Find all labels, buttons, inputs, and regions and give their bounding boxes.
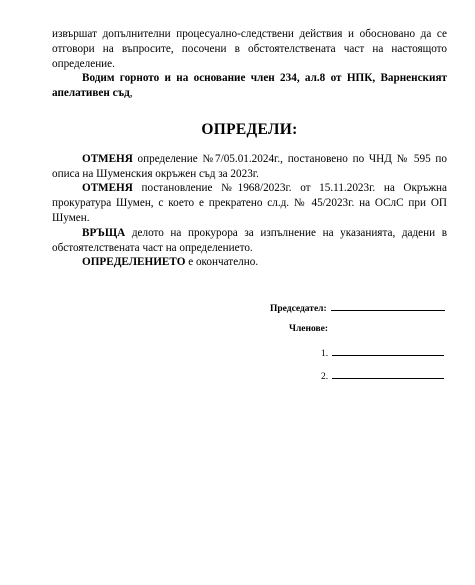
order-keyword: ОПРЕДЕЛЕНИЕТО (82, 256, 186, 269)
member-2-number: 2. (321, 372, 329, 382)
document-page (52, 27, 447, 270)
chair-signature-row (270, 302, 445, 314)
intro-paragraph: извършат допълнителни процесуално-следствени действия и обосновано да се отговори на въпросите, посочени в обстоятелствената част на настоящото определение. (52, 28, 447, 70)
legal-basis-bold: Водим горното и на основание член 234, ал.8 от НПК (82, 72, 373, 85)
members-label: Членове: (289, 324, 329, 334)
chair-label: Председател: (270, 304, 327, 314)
legal-basis-tail: , (129, 87, 133, 100)
order-text: е окончателно. (185, 256, 259, 269)
order-keyword: ОТМЕНЯ (82, 152, 133, 165)
order-text: делото на прокурора за изпълнение на указанията, дадени в обстоятелствената част на определението. (52, 226, 447, 254)
chair-signature-line (331, 302, 445, 311)
members-label-row (289, 324, 328, 334)
member-1-signature-row (321, 347, 444, 359)
order-text: определение №7/05.01.2024г., постановено по ЧНД № 595 по описа на Шуменския окръжен съд за 2023г. (52, 152, 447, 180)
member-2-signature-line (332, 370, 444, 379)
member-1-signature-line (332, 347, 444, 356)
order-paragraph-4 (52, 255, 447, 270)
member-2-signature-row (321, 370, 444, 382)
legal-basis-paragraph (52, 71, 447, 101)
ruling-heading: ОПРЕДЕЛИ: (201, 120, 298, 138)
court-name-bold: , Варненският апелативен съд (52, 72, 447, 100)
order-text: постановление №1968/2023г. от 15.11.2023г. на Окръжна прокуратура Шумен, с което е прекратено сл.д. № 45/2023г. на ОСлС при ОП Шумен. (52, 182, 447, 224)
order-paragraph-3 (52, 226, 447, 256)
order-paragraph-1 (52, 152, 447, 182)
order-paragraph-2 (52, 181, 447, 225)
order-keyword: ВРЪЩА (82, 226, 126, 239)
member-1-number: 1. (321, 349, 329, 359)
order-keyword: ОТМЕНЯ (82, 182, 133, 195)
